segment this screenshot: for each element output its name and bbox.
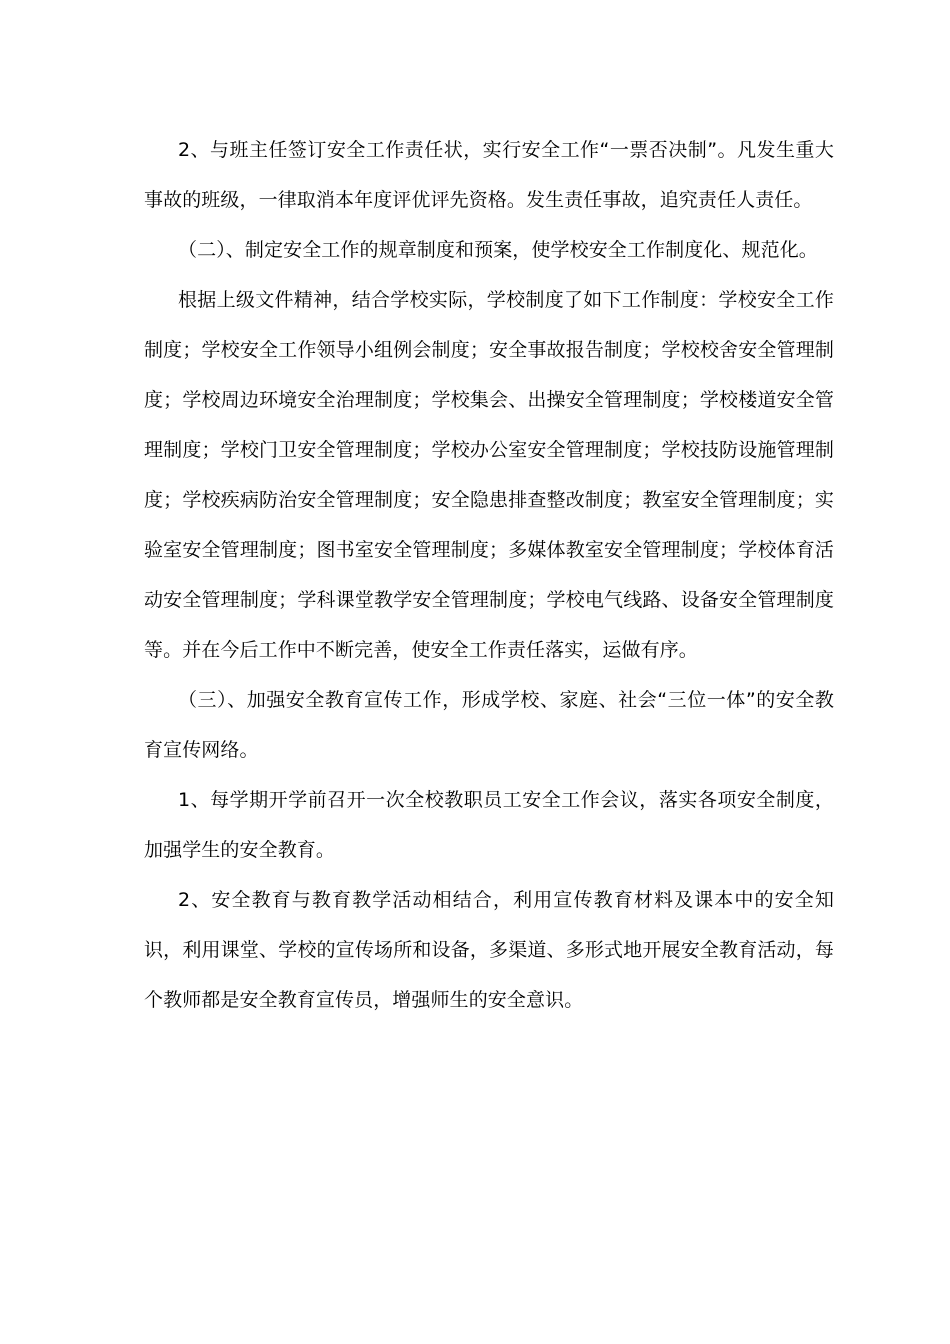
paragraph-staff-safety-meeting: 1、每学期开学前召开一次全校教职员工安全工作会议，落实各项安全制度，加强学生的安全教育。	[144, 789, 834, 861]
paragraph-education-integration: 2、安全教育与教育教学活动相结合，利用宣传教育材料及课本中的安全知识，利用课堂、学校的宣传场所和设备，多渠道、多形式地开展安全教育活动，每个教师都是安全教育宣传员，增强师生的安全意识。	[144, 889, 834, 1011]
section-heading-safety-education: （三）、加强安全教育宣传工作，形成学校、家庭、社会“三位一体”的安全教育宣传网络。	[144, 689, 834, 761]
paragraph-safety-regulations-list: 根据上级文件精神，结合学校实际，学校制度了如下工作制度：学校安全工作制度；学校安全工作领导小组例会制度；安全事故报告制度；学校校舍安全管理制度；学校周边环境安全治理制度；学校集会、出操安全管理制度；学校楼道安全管理制度；学校门卫安全管理制度；学校办公室安全管理制度；学校技防设施管理制度；学校疾病防治安全管理制度；安全隐患排查整改制度；教室安全管理制度；实验室安全管理制度；图书室安全管理制度；多媒体教室安全管理制度；学校体育活动安全管理制度；学科课堂教学安全管理制度；学校电气线路、设备安全管理制度等。并在今后工作中不断完善，使安全工作责任落实，运做有序。	[144, 289, 834, 661]
paragraph-responsibility-contract: 2、与班主任签订安全工作责任状，实行安全工作“一票否决制”。凡发生重大事故的班级，一律取消本年度评优评先资格。发生责任事故，追究责任人责任。	[144, 139, 834, 211]
document-body	[144, 125, 834, 1025]
section-heading-rules-and-plans: （二）、制定安全工作的规章制度和预案，使学校安全工作制度化、规范化。	[178, 239, 818, 261]
